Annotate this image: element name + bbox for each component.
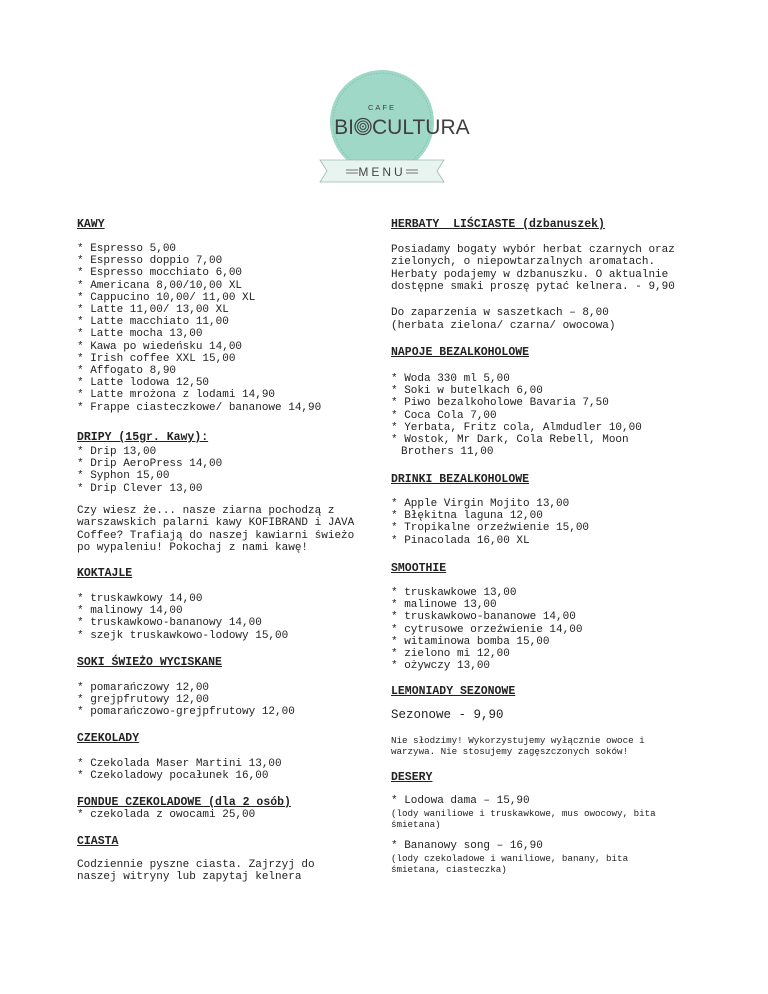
menu-item: * truskawkowo-bananowy 14,00 xyxy=(77,617,262,630)
menu-item: * Soki w butelkach 6,00 xyxy=(391,385,543,398)
menu-item: * Affogato 8,90 xyxy=(77,365,177,378)
section-fondue-title: FONDUE CZEKOLADOWE (dla 2 osób) xyxy=(77,796,291,809)
coffee-origin-note: Czy wiesz że... nasze ziarna pochodzą z warszawskich palarni kawy KOFIBRAND i JAVA Coffee? Trafiają do naszej kawiarni świeżo po wypaleniu! Pokochaj z nami kawę! xyxy=(77,505,355,554)
menu-item: * Drip AeroPress 14,00 xyxy=(77,458,223,471)
section-czekolady-title: CZEKOLADY xyxy=(77,732,140,745)
menu-item: * Czekolada Maser Martini 13,00 xyxy=(77,758,282,770)
smoothie-list xyxy=(391,587,582,672)
menu-item: * Espresso 5,00 xyxy=(77,243,177,255)
menu-item: * Apple Virgin Mojito 13,00 xyxy=(391,498,570,510)
menu-item: * pomarańczowo-grejpfrutowy 12,00 xyxy=(77,706,295,719)
menu-item: * Latte mrożona z lodami 14,90 xyxy=(77,389,276,402)
deser-lodowa-dama: * Lodowa dama – 15,90 xyxy=(391,795,530,807)
ciasta-text: Codziennie pyszne ciasta. Zajrzyj do naszej witryny lub zapytaj kelnera xyxy=(77,859,315,884)
dripy-list xyxy=(77,446,222,495)
section-drinki-title: DRINKI BEZALKOHOLOWE xyxy=(391,473,530,486)
menu-item: * witaminowa bomba 15,00 xyxy=(391,635,550,648)
menu-item: * Błękitna laguna 12,00 xyxy=(391,510,543,523)
logo-cafe-text: CAFE xyxy=(367,103,397,112)
kawy-list xyxy=(77,243,321,414)
menu-item: * Wostok, Mr Dark, Cola Rebell, Moon Brothers 11,00 xyxy=(391,434,629,459)
saszetki-desc: (herbata zielona/ czarna/ owocowa) xyxy=(391,320,616,332)
menu-item: * Tropikalne orzeźwienie 15,00 xyxy=(391,522,590,535)
koktajle-list xyxy=(77,593,288,642)
logo-brand-right: CULTURA xyxy=(372,116,470,139)
saszetki-line: Do zaparzenia w saszetkach – 8,00 xyxy=(391,307,609,319)
menu-item: * Latte macchiato 11,00 xyxy=(77,316,229,329)
drinki-list xyxy=(391,498,589,547)
menu-item: * truskawkowo-bananowe 14,00 xyxy=(391,611,576,624)
menu-item: * malinowe 13,00 xyxy=(391,599,497,612)
lemoniady-note: Nie słodzimy! Wykorzystujemy wyłącznie owoce i warzywa. Nie stosujemy zagęszczonych soków! xyxy=(391,735,645,757)
herbaty-text: Posiadamy bogaty wybór herbat czarnych oraz zielonych, o niepowtarzalnych aromatach. Herbaty podajemy w dzbanuszku. O aktualnie dostępne smaki proszę pytać kelnera. - 9,90 xyxy=(391,244,675,293)
menu-item: * Czekoladowy pocałunek 16,00 xyxy=(77,770,269,783)
section-dripy-title: DRIPY (15gr. Kawy): xyxy=(77,431,209,444)
menu-item: * szejk truskawkowo-lodowy 15,00 xyxy=(77,629,289,642)
menu-item: * Coca Cola 7,00 xyxy=(391,409,497,422)
section-herbaty-title: HERBATY LIŚCIASTE (dzbanuszek) xyxy=(391,218,605,231)
menu-item: * grejpfrutowy 12,00 xyxy=(77,694,210,707)
menu-item: * Espresso doppio 7,00 xyxy=(77,255,223,268)
menu-item: * truskawkowy 14,00 xyxy=(77,593,203,605)
logo-menu-text: MENU xyxy=(358,165,406,179)
menu-item: * Yerbata, Fritz cola, Almdudler 10,00 xyxy=(391,421,642,434)
menu-item: * cytrusowe orzeźwienie 14,00 xyxy=(391,623,583,636)
menu-item: * Syphon 15,00 xyxy=(77,470,170,483)
section-kawy-title: KAWY xyxy=(77,218,105,231)
cafe-biocultura-logo xyxy=(314,70,470,188)
fondue-list xyxy=(77,809,255,821)
menu-item: * Drip 13,00 xyxy=(77,446,157,458)
menu-item: * Piwo bezalkoholowe Bavaria 7,50 xyxy=(391,397,609,410)
menu-item: * truskawkowe 13,00 xyxy=(391,587,517,599)
menu-item: * zielono mi 12,00 xyxy=(391,648,510,661)
czekolady-list xyxy=(77,758,282,782)
menu-item: * Irish coffee XXL 15,00 xyxy=(77,352,236,365)
menu-item: * Espresso mocchiato 6,00 xyxy=(77,267,243,280)
menu-item: * Frappe ciasteczkowe/ bananowe 14,90 xyxy=(77,401,322,414)
menu-item: * Latte 11,00/ 13,00 XL xyxy=(77,304,229,317)
section-lemoniady-title: LEMONIADY SEZONOWE xyxy=(391,685,516,698)
menu-item: * Woda 330 ml 5,00 xyxy=(391,373,510,385)
section-koktajle-title: KOKTAJLE xyxy=(77,567,133,580)
menu-item: * Latte lodowa 12,50 xyxy=(77,377,210,390)
section-desery-title: DESERY xyxy=(391,771,433,784)
menu-item: * ożywczy 13,00 xyxy=(391,660,491,673)
menu-item: * Cappucino 10,00/ 11,00 XL xyxy=(77,291,256,304)
menu-item: * czekolada z owocami 25,00 xyxy=(77,809,256,821)
section-soki-title: SOKI ŚWIEŻO WYCISKANE xyxy=(77,656,222,669)
menu-item: * Kawa po wiedeńsku 14,00 xyxy=(77,340,243,353)
section-ciasta-title: CIASTA xyxy=(77,835,119,848)
logo-o-swirl xyxy=(355,119,371,135)
menu-item: * pomarańczowy 12,00 xyxy=(77,682,210,694)
logo-brand-left: BI xyxy=(334,116,354,139)
deser-bananowy-song-desc: (lody czekoladowe i waniliowe, banany, bita śmietana, ciasteczka) xyxy=(391,853,629,875)
menu-item: * Americana 8,00/10,00 XL xyxy=(77,279,243,292)
menu-item: * Pinacolada 16,00 XL xyxy=(391,534,530,547)
lemoniady-price: Sezonowe - 9,90 xyxy=(391,708,504,722)
menu-item: * Drip Clever 13,00 xyxy=(77,482,203,495)
soki-list xyxy=(77,682,295,719)
section-napoje-title: NAPOJE BEZALKOHOLOWE xyxy=(391,346,530,359)
menu-item: * Latte mocha 13,00 xyxy=(77,328,203,341)
napoje-list xyxy=(391,373,661,458)
deser-bananowy-song: * Bananowy song – 16,90 xyxy=(391,840,543,852)
deser-lodowa-dama-desc: (lody waniliowe i truskawkowe, mus owocowy, bita śmietana) xyxy=(391,808,656,830)
menu-item: * malinowy 14,00 xyxy=(77,605,183,618)
section-smoothie-title: SMOOTHIE xyxy=(391,562,447,575)
